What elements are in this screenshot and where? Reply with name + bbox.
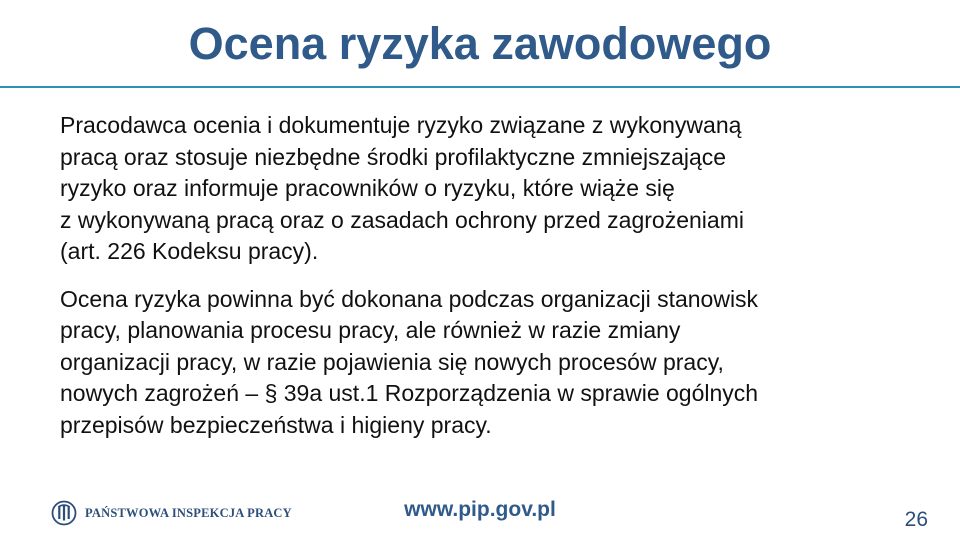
footer-url[interactable]: www.pip.gov.pl (404, 498, 556, 521)
slide-title: Ocena ryzyka zawodowego (188, 18, 772, 69)
text-line: Ocena ryzyka powinna być dokonana podczas organizacji stanowisk (60, 285, 759, 312)
pip-emblem-icon (51, 500, 77, 526)
text-line: pracy, planowania procesu pracy, ale również w razie zmiany (60, 317, 681, 343)
text-line: z wykonywaną pracą oraz o zasadach ochrony przed zagrożeniami (60, 206, 744, 233)
title-divider (0, 86, 960, 88)
organization-name: PAŃSTWOWA INSPEKCJA PRACY (85, 505, 292, 520)
text-line: Pracodawca ocenia i dokumentuje ryzyko związane z wykonywaną (60, 112, 742, 138)
text-line: pracą oraz stosuje niezbędne środki profilaktyczne zmniejszające (60, 143, 727, 170)
text-line: organizacji pracy, w razie pojawienia się nowych procesów pracy, (60, 348, 724, 375)
text-line: przepisów bezpieczeństwa i higieny pracy. (60, 411, 492, 438)
text-line: (art. 226 Kodeksu pracy). (60, 238, 319, 264)
page-number: 26 (904, 508, 928, 531)
slide-body (60, 110, 910, 457)
paragraph-2 (60, 284, 910, 442)
footer-logo (51, 499, 292, 527)
text-line: nowych zagrożeń – § 39a ust.1 Rozporządzenia w sprawie ogólnych (60, 380, 759, 406)
paragraph-1 (60, 110, 910, 268)
text-line: ryzyko oraz informuje pracowników o ryzyku, które wiąże się (60, 175, 675, 201)
